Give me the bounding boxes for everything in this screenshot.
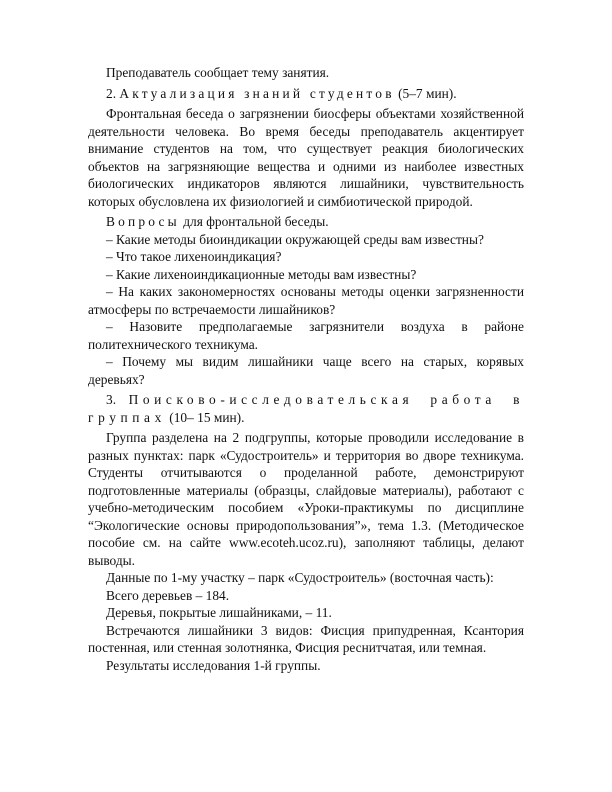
section-2-time: (5–7 мин).: [398, 85, 457, 101]
section-2-number: 2.: [106, 85, 117, 101]
document-page: [88, 64, 524, 674]
lichen-species-paragraph: Встречаются лишайники 3 видов: Фисция припудренная, Ксантория постенная, или стенная золотнянка, Фисция реснитчатая, или темная.: [88, 622, 524, 655]
section-3-title: Поисково-исследовательская работа в группах: [88, 392, 524, 425]
site-1-data-paragraph: Данные по 1-му участку – парк «Судостроитель» (восточная часть):: [106, 570, 494, 585]
section-3-time: (10– 15 мин).: [169, 409, 245, 425]
section-3-heading: [88, 391, 524, 426]
groups-paragraph: Группа разделена на 2 подгруппы, которые проводили исследование в разных пунктах: парк «Судостроитель» и территория во дворе техникума. Студенты отчитываются о проделанной работе, демонстрируют подготовленные материалы (образцы, слайдовые материалы), работают с учебно-методическим пособием «Уроки-практикумы по дисциплине “Экологические основы природопользования”», тема 1.3. (Методическое пособие см. на сайте www.ecoteh.ucoz.ru), заполняют таблицы, делают выводы.: [88, 430, 524, 568]
question-2: – Что такое лихеноиндикация?: [106, 249, 282, 264]
question-6: – Почему мы видим лишайники чаще всего на старых, корявых деревьях?: [88, 354, 524, 387]
questions-heading-spaced: Вопросы: [106, 214, 180, 229]
questions-heading: [88, 213, 524, 231]
questions-heading-rest: для фронтальной беседы.: [183, 214, 329, 229]
intro-paragraph: Преподаватель сообщает тему занятия.: [106, 65, 330, 80]
frontal-talk-paragraph: Фронтальная беседа о загрязнении биосферы объектами хозяйственной деятельности человека. Во время беседы преподаватель акцентирует внимание студентов на том, что существует реакция биологических объектов на загрязняющие вещества и одними из наиболее известных биологических индикаторов являются лишайники, чувствительность которых обусловлена их физиологией и симбиотической природой.: [88, 106, 524, 209]
total-trees-paragraph: Всего деревьев – 184.: [106, 587, 230, 603]
lichen-trees-paragraph: Деревья, покрытые лишайниками, – 11.: [106, 605, 332, 620]
question-1: – Какие методы биоиндикации окружающей среды вам известны?: [106, 231, 484, 247]
section-2-heading: [88, 85, 524, 103]
section-2-title: Актуализация знаний студентов: [119, 85, 395, 101]
group-1-results-paragraph: Результаты исследования 1-й группы.: [106, 657, 321, 673]
question-4: – На каких закономерностях основаны методы оценки загрязненности атмосферы по встречаемости лишайников?: [88, 284, 524, 317]
question-5: – Назовите предполагаемые загрязнители воздуха в районе политехнического техникума.: [88, 319, 524, 352]
question-3: – Какие лихеноиндикационные методы вам известны?: [106, 266, 417, 282]
section-3-number: 3.: [106, 392, 117, 407]
